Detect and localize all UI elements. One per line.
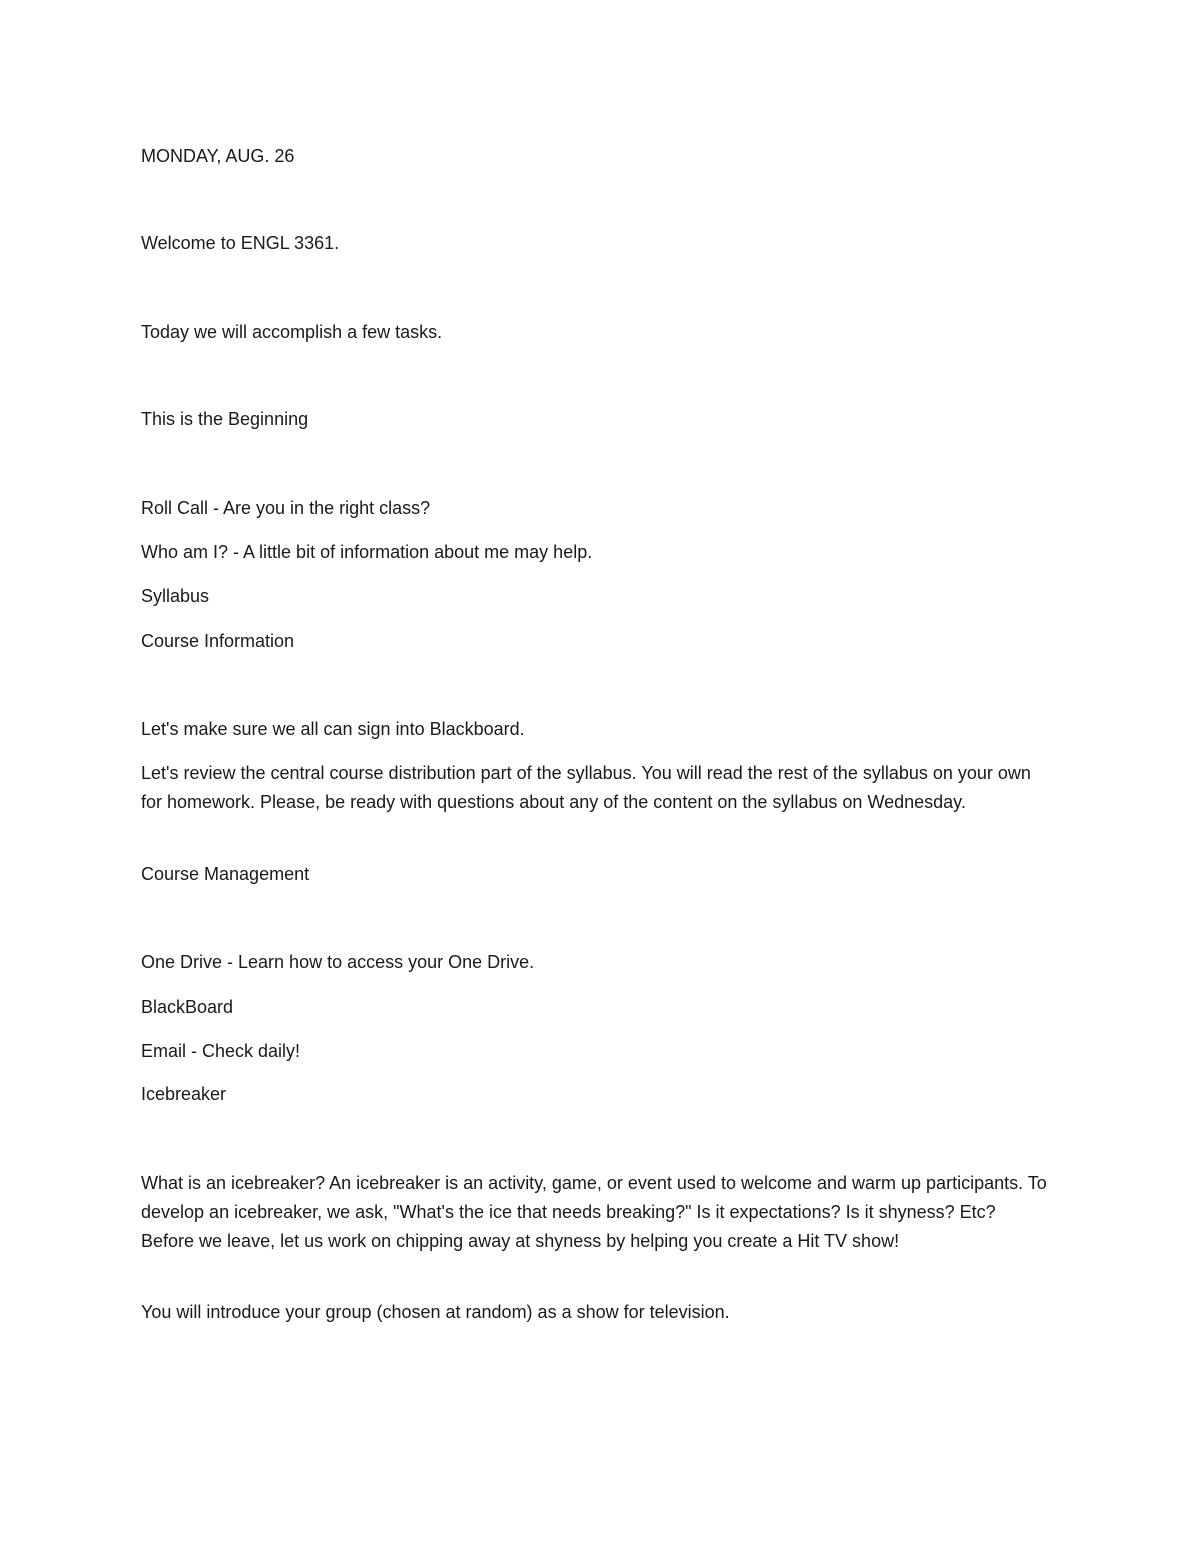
course-management-line: Course Management <box>141 864 310 884</box>
course-information-line: Course Information <box>141 631 295 651</box>
date-heading: MONDAY, AUG. 26 <box>141 146 295 166</box>
who-am-i-line: Who am I? - A little bit of information about me may help. <box>141 542 593 562</box>
roll-call-line: Roll Call - Are you in the right class? <box>141 498 431 518</box>
blackboard-signin-line: Let's make sure we all can sign into Blackboard. <box>141 719 525 739</box>
welcome-line: Welcome to ENGL 3361. <box>141 233 340 253</box>
one-drive-line: One Drive - Learn how to access your One Drive. <box>141 952 535 972</box>
review-paragraph: Let's review the central course distribution part of the syllabus. You will read the rest of the syllabus on your own for homework. Please, be ready with questions about any of the content on the syllabus on Wednesday. <box>141 763 1031 812</box>
group-intro-line: You will introduce your group (chosen at random) as a show for television. <box>141 1302 730 1322</box>
syllabus-line: Syllabus <box>141 586 210 606</box>
today-line: Today we will accomplish a few tasks. <box>141 322 443 342</box>
icebreaker-line: Icebreaker <box>141 1084 227 1104</box>
icebreaker-paragraph: What is an icebreaker? An icebreaker is an activity, game, or event used to welcome and warm up participants. To develop an icebreaker, we ask, "What's the ice that needs breaking?" Is it expectations? Is it shyness? Etc? Before we leave, let us work on chipping away at shyness by helping you create a Hit TV show! <box>141 1173 1047 1251</box>
beginning-line: This is the Beginning <box>141 409 309 429</box>
blackboard-line: BlackBoard <box>141 997 234 1017</box>
email-line: Email - Check daily! <box>141 1041 301 1061</box>
